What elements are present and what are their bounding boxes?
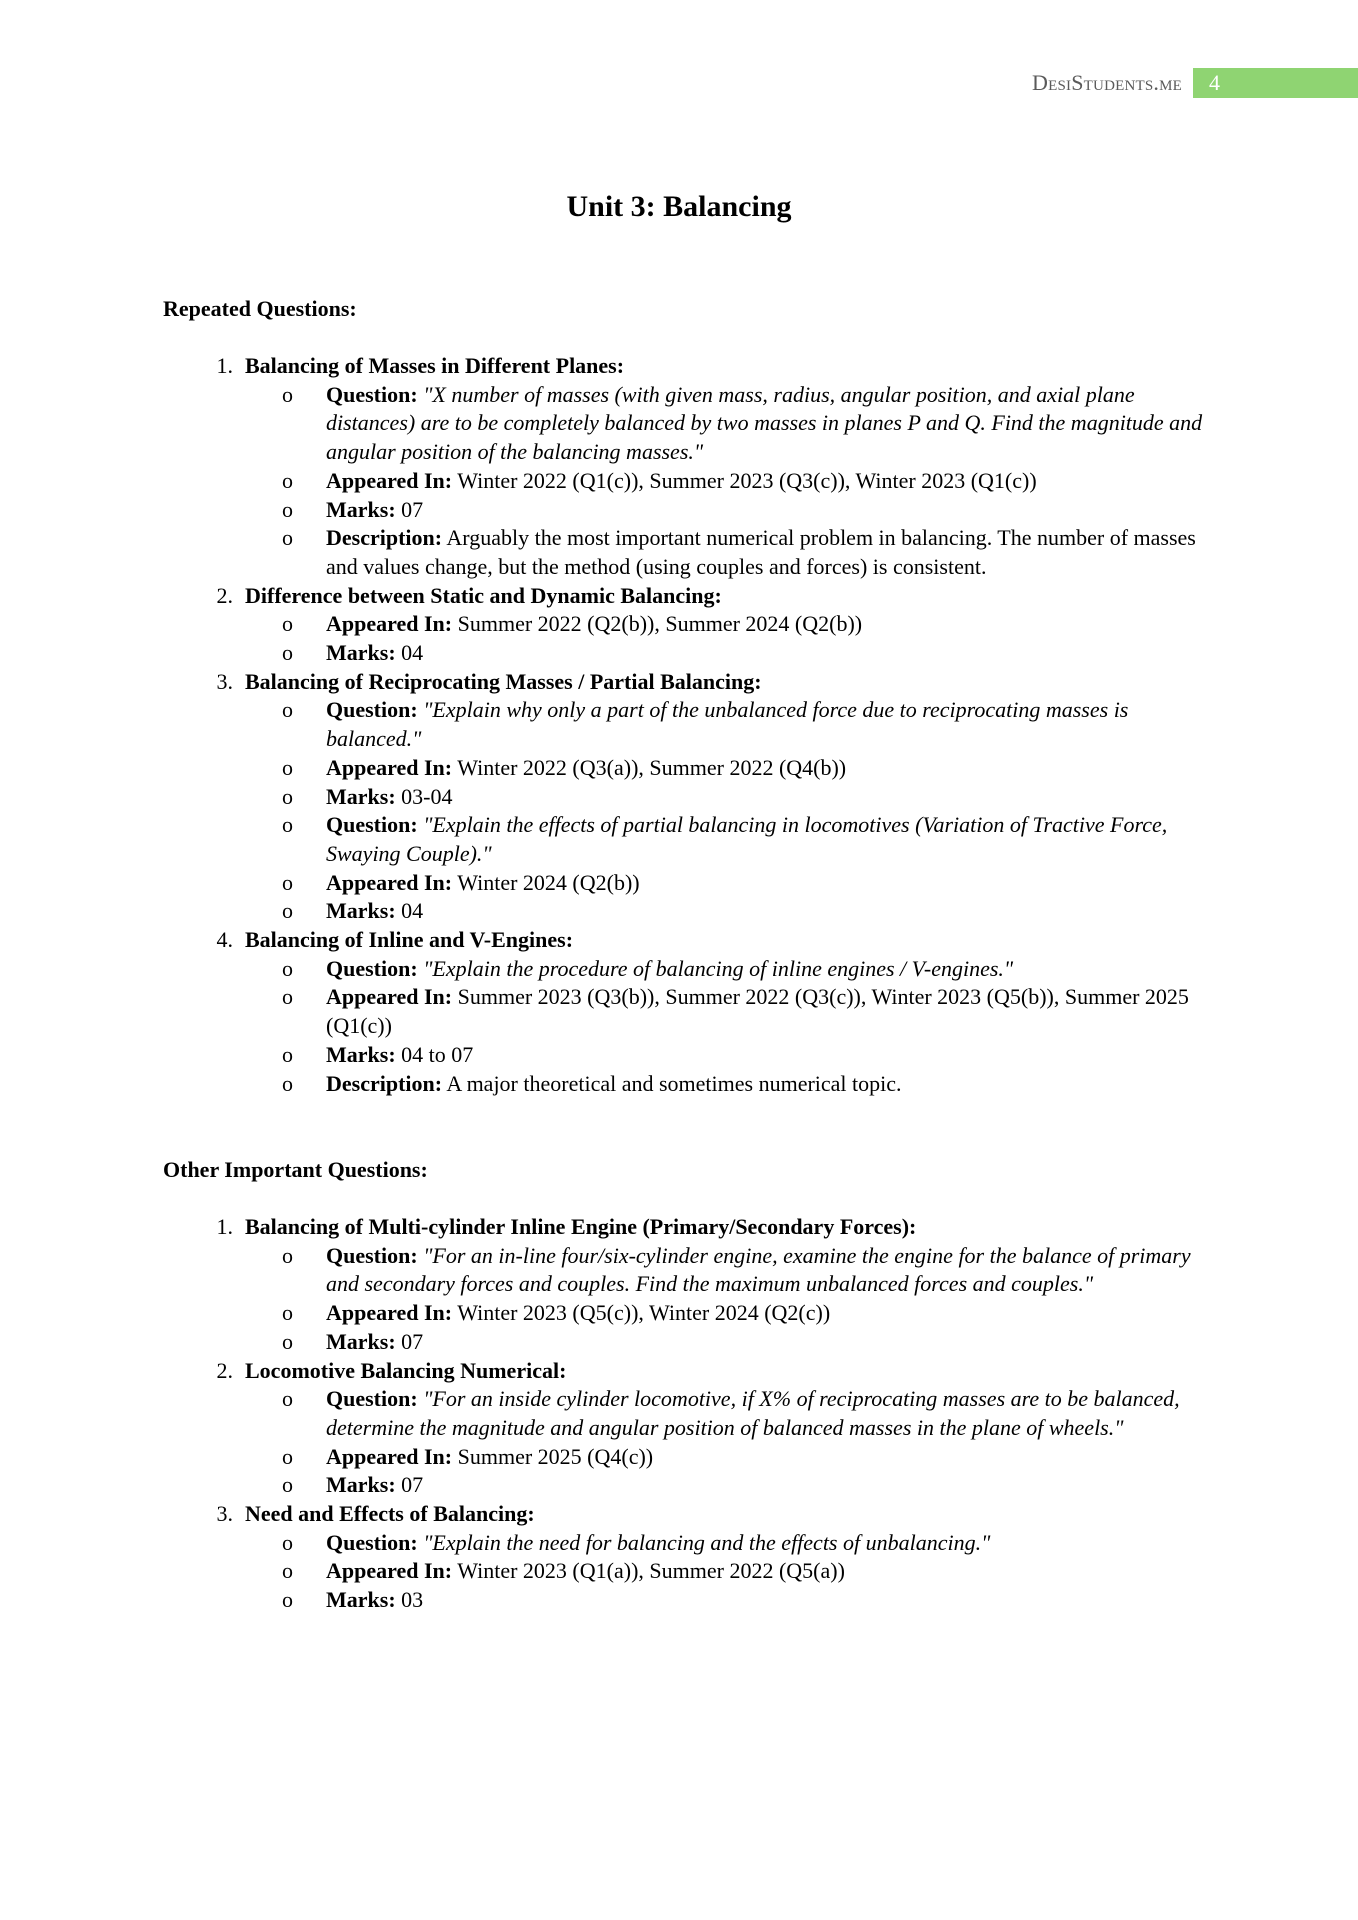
circle-bullet-icon: o [282,1300,293,1326]
circle-bullet-icon: o [282,525,293,551]
circle-bullet-icon: o [282,1587,293,1613]
sub-item [282,1557,1203,1586]
sub-item [282,1041,1203,1070]
sub-item [282,524,1203,581]
sub-item [282,467,1203,496]
circle-bullet-icon: o [282,1328,293,1354]
sub-text: "X number of masses (with given mass, radius, angular position, and axial plane distances) are to be completely balanced by two masses in planes P and Q. Find the magnitude and angular position of the balancing masses." [326,381,1203,465]
sub-label: Description: [326,525,443,551]
circle-bullet-icon: o [282,869,293,895]
sub-text: 04 [401,898,424,924]
circle-bullet-icon: o [282,812,293,838]
sub-text: Summer 2023 (Q3(b)), Summer 2022 (Q3(c)), Winter 2023 (Q5(b)), Summer 2025 (Q1(c)) [326,984,1189,1039]
sub-text: 07 [401,1472,424,1498]
section-heading-other: Other Important Questions: [163,1157,428,1182]
item-number: 3. [216,1501,233,1527]
circle-bullet-icon: o [282,1386,293,1412]
sub-text: Winter 2022 (Q3(a)), Summer 2022 (Q4(b)) [457,754,847,780]
circle-bullet-icon: o [282,1242,293,1268]
sub-item [282,1328,1203,1357]
sub-label: Question: [326,1242,418,1268]
sub-label: Appeared In: [326,1300,453,1326]
sub-label: Question: [326,812,418,838]
sub-label: Description: [326,1070,443,1096]
sub-text: "For an inside cylinder locomotive, if X% of reciprocating masses are to be balanced, determine the magnitude and angular position of balanced masses in the plane of wheels." [326,1386,1180,1440]
brand-name: DesiStudents.me [1032,70,1182,95]
item-number: 1. [216,1214,233,1239]
list-item [163,352,1203,582]
circle-bullet-icon: o [282,1529,293,1555]
sub-text: 04 [401,640,424,666]
list-item [163,1213,1203,1357]
sub-text: Winter 2023 (Q5(c)), Winter 2024 (Q2(c)) [457,1300,831,1326]
sub-item [282,610,1203,639]
sub-item [282,496,1203,525]
sub-text: A major theoretical and sometimes numerical topic. [446,1070,902,1096]
item-number: 3. [216,668,233,694]
list-item [163,926,1203,1098]
sub-text: Summer 2025 (Q4(c)) [457,1443,654,1469]
sub-label: Appeared In: [326,1558,453,1584]
item-title: Balancing of Masses in Different Planes: [245,353,625,378]
sub-label: Marks: [326,1328,396,1354]
sub-text: "For an in-line four/six-cylinder engine, examine the engine for the balance of primary and secondary forces and couples. Find the maximum unbalanced forces and couples." [326,1242,1191,1297]
circle-bullet-icon: o [282,697,293,723]
sub-label: Question: [326,1529,418,1555]
circle-bullet-icon: o [282,955,293,981]
sub-text: "Explain why only a part of the unbalanced force due to reciprocating masses is balanced." [326,697,1129,752]
sub-label: Appeared In: [326,1443,453,1469]
circle-bullet-icon: o [282,611,293,637]
circle-bullet-icon: o [282,783,293,809]
sub-text: Winter 2024 (Q2(b)) [457,869,640,895]
question-list-repeated [163,352,1203,1098]
item-title: Balancing of Inline and V-Engines: [245,927,574,953]
sub-label: Marks: [326,783,396,809]
sub-item [282,955,1203,984]
page-number: 4 [1193,68,1358,98]
sub-item [282,754,1203,783]
item-title: Need and Effects of Balancing: [245,1501,535,1527]
sub-label: Marks: [326,898,396,924]
sub-text: Arguably the most important numerical problem in balancing. The number of masses and values change, but the method (using couples and forces) is consistent. [326,525,1196,579]
item-number: 2. [216,582,233,608]
circle-bullet-icon: o [282,640,293,666]
circle-bullet-icon: o [282,467,293,493]
item-title: Locomotive Balancing Numerical: [245,1357,567,1383]
sub-item [282,983,1203,1040]
sub-label: Marks: [326,1587,396,1613]
sub-label: Marks: [326,1041,396,1067]
circle-bullet-icon: o [282,1070,293,1096]
sub-label: Question: [326,1386,418,1412]
list-item [163,1357,1203,1501]
circle-bullet-icon: o [282,984,293,1010]
sub-label: Question: [326,697,418,723]
sub-item [282,1385,1203,1442]
question-list-other [163,1213,1203,1615]
sub-text: "Explain the procedure of balancing of inline engines / V-engines." [423,955,1014,981]
sub-label: Question: [326,381,418,407]
sub-text: "Explain the need for balancing and the effects of unbalancing." [423,1529,991,1555]
sub-item [282,1443,1203,1472]
page-title: Unit 3: Balancing [566,190,792,223]
sub-text: Summer 2022 (Q2(b)), Summer 2024 (Q2(b)) [457,611,863,637]
sub-item [282,811,1203,868]
sub-label: Appeared In: [326,467,453,493]
sub-label: Appeared In: [326,869,453,895]
circle-bullet-icon: o [282,898,293,924]
page-header [0,68,1358,98]
sub-text: 04 to 07 [401,1041,474,1067]
list-item [163,668,1203,926]
item-title: Difference between Static and Dynamic Balancing: [245,582,722,608]
sub-item [282,381,1203,467]
sub-text: "Explain the effects of partial balancing in locomotives (Variation of Tractive Force, Swaying Couple)." [326,812,1168,866]
circle-bullet-icon: o [282,496,293,522]
section-heading-repeated: Repeated Questions: [163,296,357,321]
item-title: Balancing of Reciprocating Masses / Partial Balancing: [245,668,762,694]
item-number: 2. [216,1357,233,1383]
sub-label: Appeared In: [326,984,453,1010]
sub-item [282,897,1203,926]
sub-text: 03 [401,1587,424,1613]
sub-item [282,1299,1203,1328]
sub-text: 07 [401,1328,424,1354]
sub-text: Winter 2022 (Q1(c)), Summer 2023 (Q3(c)), Winter 2023 (Q1(c)) [457,467,1037,493]
sub-item [282,1471,1203,1500]
sub-text: Winter 2023 (Q1(a)), Summer 2022 (Q5(a)) [457,1558,845,1584]
circle-bullet-icon: o [282,1472,293,1498]
sub-text: 07 [401,496,424,522]
sub-item [282,1070,1203,1099]
sub-item [282,783,1203,812]
sub-label: Appeared In: [326,754,453,780]
circle-bullet-icon: o [282,754,293,780]
item-number: 4. [216,927,233,953]
sub-label: Marks: [326,1472,396,1498]
sub-item [282,869,1203,898]
circle-bullet-icon: o [282,1041,293,1067]
sub-item [282,1586,1203,1615]
sub-item [282,696,1203,753]
sub-label: Appeared In: [326,611,453,637]
sub-item [282,1529,1203,1558]
item-title: Balancing of Multi-cylinder Inline Engine (Primary/Secondary Forces): [245,1214,917,1239]
list-item [163,582,1203,668]
sub-item [282,639,1203,668]
list-item [163,1500,1203,1615]
circle-bullet-icon: o [282,1558,293,1584]
sub-label: Marks: [326,640,396,666]
circle-bullet-icon: o [282,381,293,407]
circle-bullet-icon: o [282,1443,293,1469]
sub-label: Marks: [326,496,396,522]
sub-label: Question: [326,955,418,981]
sub-text: 03-04 [401,783,453,809]
sub-item [282,1242,1203,1299]
item-number: 1. [216,353,233,378]
